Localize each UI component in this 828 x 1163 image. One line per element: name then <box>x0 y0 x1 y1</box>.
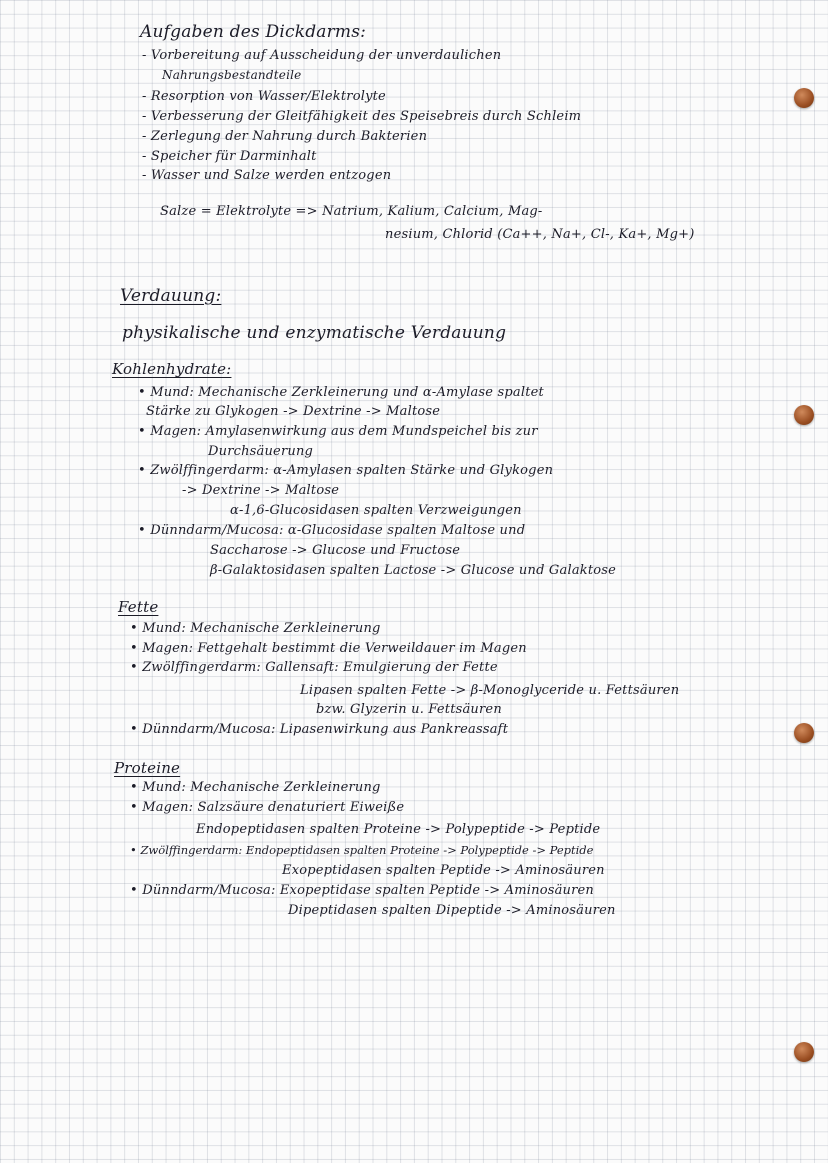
proteine-line: • Mund: Mechanische Zerkleinerung <box>130 780 381 795</box>
proteine-line: Endopeptidasen spalten Proteine -> Polypeptide -> Peptide <box>196 822 601 837</box>
dickdarm-task: - Resorption von Wasser/Elektrolyte <box>142 89 386 104</box>
dickdarm-task: - Verbesserung der Gleitfähigkeit des Speisebreis durch Schleim <box>142 109 582 124</box>
dickdarm-task: Nahrungsbestandteile <box>162 68 302 82</box>
fette-line: Lipasen spalten Fette -> β-Monoglyceride u. Fettsäuren <box>300 683 680 698</box>
kohlenhydrate-line: • Magen: Amylasenwirkung aus dem Mundspeichel bis zur <box>138 424 538 439</box>
binder-hole <box>794 88 814 108</box>
fette-line: • Dünndarm/Mucosa: Lipasenwirkung aus Pankreassaft <box>130 722 509 737</box>
fette-line: • Zwölffingerdarm: Gallensaft: Emulgierung der Fette <box>130 660 498 675</box>
fette-title: Fette <box>118 598 159 616</box>
kohlenhydrate-line: β-Galaktosidasen spalten Lactose -> Glucose und Galaktose <box>210 563 617 578</box>
kohlenhydrate-line: • Dünndarm/Mucosa: α-Glucosidase spalten Maltose und <box>138 523 526 538</box>
proteine-line: Exopeptidasen spalten Peptide -> Aminosäuren <box>282 863 605 878</box>
proteine-line: • Magen: Salzsäure denaturiert Eiweiße <box>130 800 405 815</box>
dickdarm-task: - Zerlegung der Nahrung durch Bakterien <box>142 129 428 144</box>
kohlenhydrate-line: Saccharose -> Glucose und Fructose <box>210 543 461 558</box>
fette-line: • Mund: Mechanische Zerkleinerung <box>130 621 381 636</box>
kohlenhydrate-line: • Mund: Mechanische Zerkleinerung und α-Amylase spaltet <box>138 385 544 400</box>
kohlenhydrate-title: Kohlenhydrate: <box>112 360 232 378</box>
fette-line: • Magen: Fettgehalt bestimmt die Verweildauer im Magen <box>130 641 527 656</box>
kohlenhydrate-line: Stärke zu Glykogen -> Dextrine -> Maltose <box>146 404 441 419</box>
dickdarm-task: - Vorbereitung auf Ausscheidung der unverdaulichen <box>142 48 502 63</box>
fette-line: bzw. Glyzerin u. Fettsäuren <box>316 702 502 717</box>
dickdarm-task: - Speicher für Darminhalt <box>142 149 317 164</box>
binder-hole <box>794 405 814 425</box>
kohlenhydrate-line: -> Dextrine -> Maltose <box>182 483 340 498</box>
verdauung-title: Verdauung: <box>120 286 222 306</box>
salze-line: Salze = Elektrolyte => Natrium, Kalium, Calcium, Mag- <box>160 204 543 219</box>
dickdarm-task: - Wasser und Salze werden entzogen <box>142 168 392 183</box>
binder-hole <box>794 723 814 743</box>
proteine-line: Dipeptidasen spalten Dipeptide -> Aminosäuren <box>288 903 616 918</box>
dickdarm-title: Aufgaben des Dickdarms: <box>140 22 367 42</box>
kohlenhydrate-line: • Zwölffingerdarm: α-Amylasen spalten Stärke und Glykogen <box>138 463 554 478</box>
kohlenhydrate-line: α-1,6-Glucosidasen spalten Verzweigungen <box>230 503 522 518</box>
kohlenhydrate-line: Durchsäuerung <box>208 444 314 459</box>
verdauung-subtitle: physikalische und enzymatische Verdauung <box>122 323 507 343</box>
salze-line: nesium, Chlorid (Ca++, Na+, Cl-, Ka+, Mg+) <box>385 227 695 242</box>
proteine-title: Proteine <box>114 759 181 777</box>
binder-hole <box>794 1042 814 1062</box>
proteine-line: • Dünndarm/Mucosa: Exopeptidase spalten Peptide -> Aminosäuren <box>130 883 594 898</box>
proteine-line: • Zwölffingerdarm: Endopeptidasen spalten Proteine -> Polypeptide -> Peptide <box>130 843 594 857</box>
